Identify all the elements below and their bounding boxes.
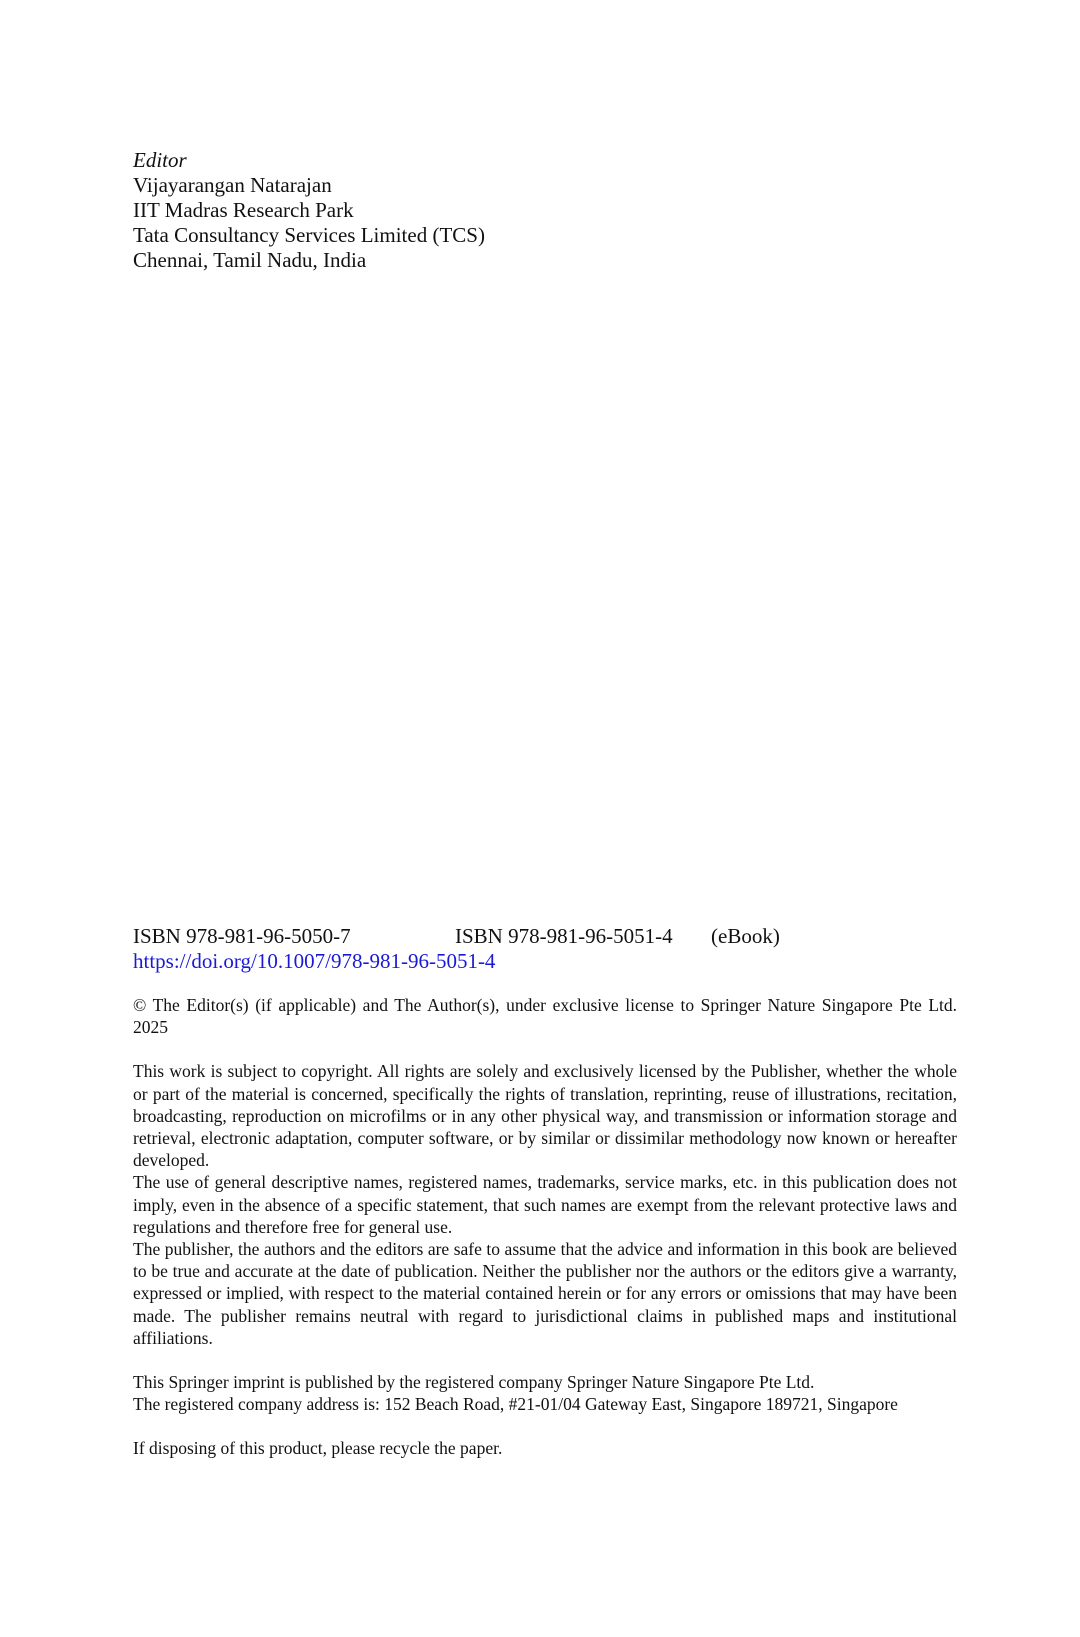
editor-info [133, 148, 953, 273]
copyright-notice: © The Editor(s) (if applicable) and The Author(s), under exclusive license to Springer Nature Singapore Pte Ltd. 2025 [133, 995, 957, 1038]
editor-name: Vijayarangan Natarajan [133, 173, 332, 197]
imprint-address: The registered company address is: 152 Beach Road, #21-01/04 Gateway East, Singapore 189721, Singapore [133, 1394, 898, 1415]
imprint-publisher: This Springer imprint is published by the registered company Springer Nature Singapore Pte Ltd. [133, 1372, 815, 1393]
doi-link[interactable]: https://doi.org/10.1007/978-981-96-5051-4 [133, 949, 496, 973]
editor-label: Editor [133, 148, 187, 172]
isbn-print: ISBN 978-981-96-5050-7 [133, 924, 351, 948]
isbn-row [133, 924, 953, 949]
names-paragraph: The use of general descriptive names, registered names, trademarks, service marks, etc. in this publication does not imply, even in the absence of a specific statement, that such names are exempt from the relevant protective laws and regulations and therefore free for general use. [133, 1172, 957, 1237]
editor-affiliation-2: Tata Consultancy Services Limited (TCS) [133, 223, 485, 247]
recycle-notice: If disposing of this product, please recycle the paper. [133, 1438, 503, 1459]
isbn-ebook-tag: (eBook) [711, 924, 780, 948]
isbn-ebook: ISBN 978-981-96-5051-4 [455, 924, 673, 948]
editor-affiliation-1: IIT Madras Research Park [133, 198, 354, 222]
disclaimer-paragraph: The publisher, the authors and the editors are safe to assume that the advice and information in this book are believed to be true and accurate at the date of publication. Neither the publisher nor the authors or the editors give a warranty, expressed or implied, with respect to the material contained herein or for any errors or omissions that may have been made. The publisher remains neutral with regard to jurisdictional claims in published maps and institutional affiliations. [133, 1239, 957, 1348]
editor-location: Chennai, Tamil Nadu, India [133, 248, 367, 272]
rights-paragraph: This work is subject to copyright. All rights are solely and exclusively licensed by the Publisher, whether the whole or part of the material is concerned, specifically the rights of translation, reprinting, reuse of illustrations, recitation, broadcasting, reproduction on microfilms or in any other physical way, and transmission or information storage and retrieval, electronic adaptation, computer software, or by similar or dissimilar methodology now known or hereafter developed. [133, 1061, 957, 1171]
isbn-info [133, 924, 953, 974]
legal-text [133, 994, 957, 1460]
